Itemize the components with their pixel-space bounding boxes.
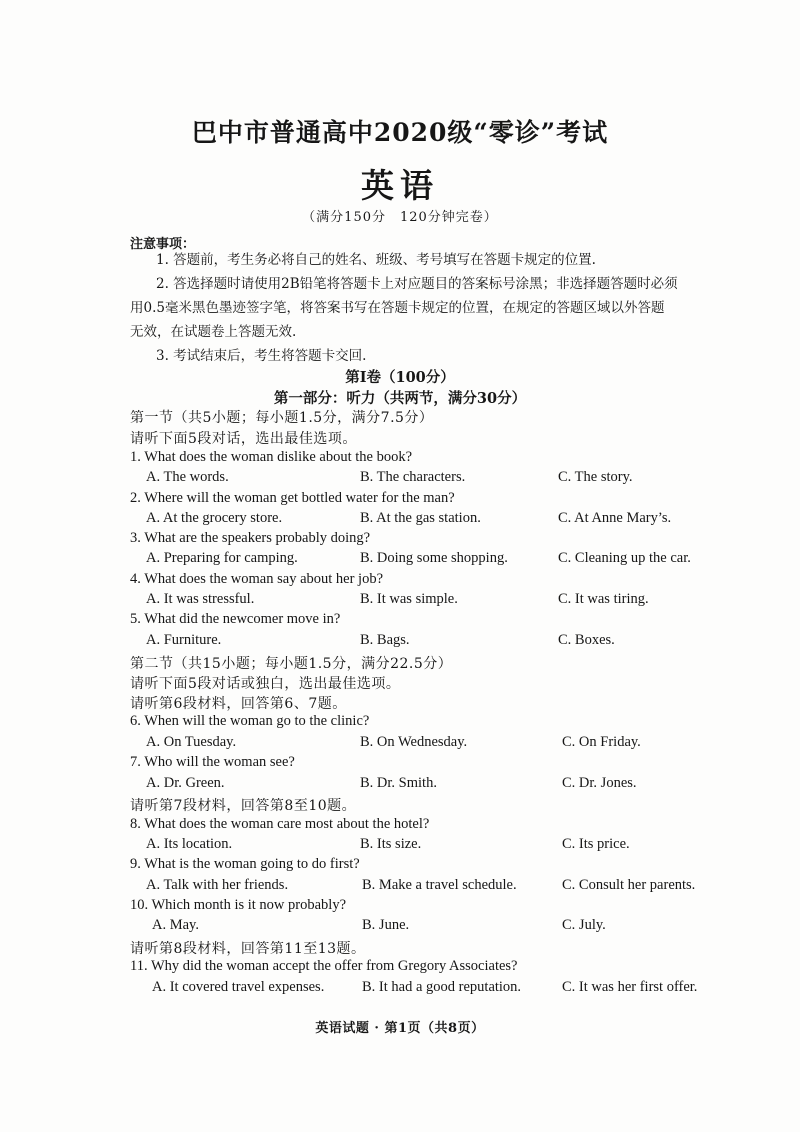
question-7-option-a: A. Dr. Green.: [146, 775, 225, 791]
question-8-option-a: A. Its location.: [146, 836, 233, 852]
question-9: 9. What is the woman going to do first?: [130, 856, 360, 872]
question-4: 4. What does the woman say about her job?: [130, 571, 384, 587]
question-1-option-a: A. The words.: [146, 469, 229, 485]
question-8: 8. What does the woman care most about the hotel?: [130, 816, 430, 832]
question-5-option-c: C. Boxes.: [558, 632, 615, 648]
notice-item-2: 2. 答选择题时请使用2B铅笔将答题卡上对应题目的答案标号涂黑；非选择题答题时必须: [156, 276, 678, 292]
question-1-option-c: C. The story.: [558, 469, 633, 485]
question-4-option-c: C. It was tiring.: [558, 591, 649, 607]
question-7-option-c: C. Dr. Jones.: [562, 775, 637, 791]
section-two-heading: 第二节（共15小题；每小题1.5分，满分22.5分）: [130, 656, 453, 672]
notice-item-2-cont: 用0.5毫米黑色墨迹签字笔，将答案书写在答题卡规定的位置，在规定的答题区域以外答题: [130, 300, 665, 316]
question-11-option-a: A. It covered travel expenses.: [152, 979, 325, 995]
question-4-option-b: B. It was simple.: [360, 591, 458, 607]
material-8-instruction: 请听第8段材料，回答第11至13题。: [130, 941, 366, 957]
question-3-option-b: B. Doing some shopping.: [360, 550, 508, 566]
score-info: （满分150分 120分钟完卷）: [302, 210, 498, 225]
notice-item-3: 3. 考试结束后，考生将答题卡交回.: [156, 348, 367, 364]
question-11-option-b: B. It had a good reputation.: [362, 979, 522, 995]
volume-heading: 第Ⅰ卷（100分）: [345, 369, 455, 386]
question-4-option-a: A. It was stressful.: [146, 591, 255, 607]
question-6-option-a: A. On Tuesday.: [146, 734, 237, 750]
question-10-option-c: C. July.: [562, 917, 606, 933]
subject-title: 英语: [361, 166, 439, 205]
question-9-option-b: B. Make a travel schedule.: [362, 877, 517, 893]
question-2-option-b: B. At the gas station.: [360, 510, 481, 526]
section-two-instruction: 请听下面5段对话或独白，选出最佳选项。: [130, 676, 401, 692]
question-10: 10. Which month is it now probably?: [130, 897, 346, 913]
question-5-option-b: B. Bags.: [360, 632, 410, 648]
question-2-option-a: A. At the grocery store.: [146, 510, 283, 526]
question-8-option-c: C. Its price.: [562, 836, 630, 852]
question-9-option-c: C. Consult her parents.: [562, 877, 696, 893]
question-3: 3. What are the speakers probably doing?: [130, 530, 371, 546]
exam-title: 巴中市普通高中2020级“零诊”考试: [191, 118, 609, 147]
notice-list: [130, 248, 690, 368]
question-11: 11. Why did the woman accept the offer from Gregory Associates?: [130, 958, 518, 974]
question-8-option-b: B. Its size.: [360, 836, 422, 852]
question-1: 1. What does the woman dislike about the book?: [130, 449, 413, 465]
question-5: 5. What did the newcomer move in?: [130, 611, 341, 627]
question-7-option-b: B. Dr. Smith.: [360, 775, 437, 791]
question-3-option-a: A. Preparing for camping.: [146, 550, 298, 566]
question-6: 6. When will the woman go to the clinic?: [130, 713, 370, 729]
material-6-instruction: 请听第6段材料，回答第6、7题。: [130, 696, 347, 712]
question-5-option-a: A. Furniture.: [146, 632, 222, 648]
question-2: 2. Where will the woman get bottled water for the man?: [130, 490, 455, 506]
section-one-heading: 第一节（共5小题；每小题1.5分，满分7.5分）: [130, 410, 434, 426]
page-footer: 英语试题 · 第1页（共8页）: [315, 1021, 485, 1036]
question-6-option-c: C. On Friday.: [562, 734, 641, 750]
question-2-option-c: C. At Anne Mary’s.: [558, 510, 672, 526]
question-9-option-a: A. Talk with her friends.: [146, 877, 289, 893]
question-10-option-b: B. June.: [362, 917, 410, 933]
part-one-heading: 第一部分：听力（共两节，满分30分）: [273, 390, 527, 407]
question-3-option-c: C. Cleaning up the car.: [558, 550, 691, 566]
question-11-option-c: C. It was her first offer.: [562, 979, 698, 995]
question-7: 7. Who will the woman see?: [130, 754, 295, 770]
section-one-instruction: 请听下面5段对话，选出最佳选项。: [130, 431, 357, 447]
notice-heading: 注意事项：: [130, 237, 196, 252]
question-1-option-b: B. The characters.: [360, 469, 466, 485]
question-10-option-a: A. May.: [152, 917, 199, 933]
notice-item-2-cont2: 无效，在试题卷上答题无效.: [130, 324, 297, 340]
notice-item-1: 1. 答题前，考生务必将自己的姓名、班级、考号填写在答题卡规定的位置.: [156, 252, 596, 268]
question-6-option-b: B. On Wednesday.: [360, 734, 468, 750]
material-7-instruction: 请听第7段材料，回答第8至10题。: [130, 798, 357, 814]
